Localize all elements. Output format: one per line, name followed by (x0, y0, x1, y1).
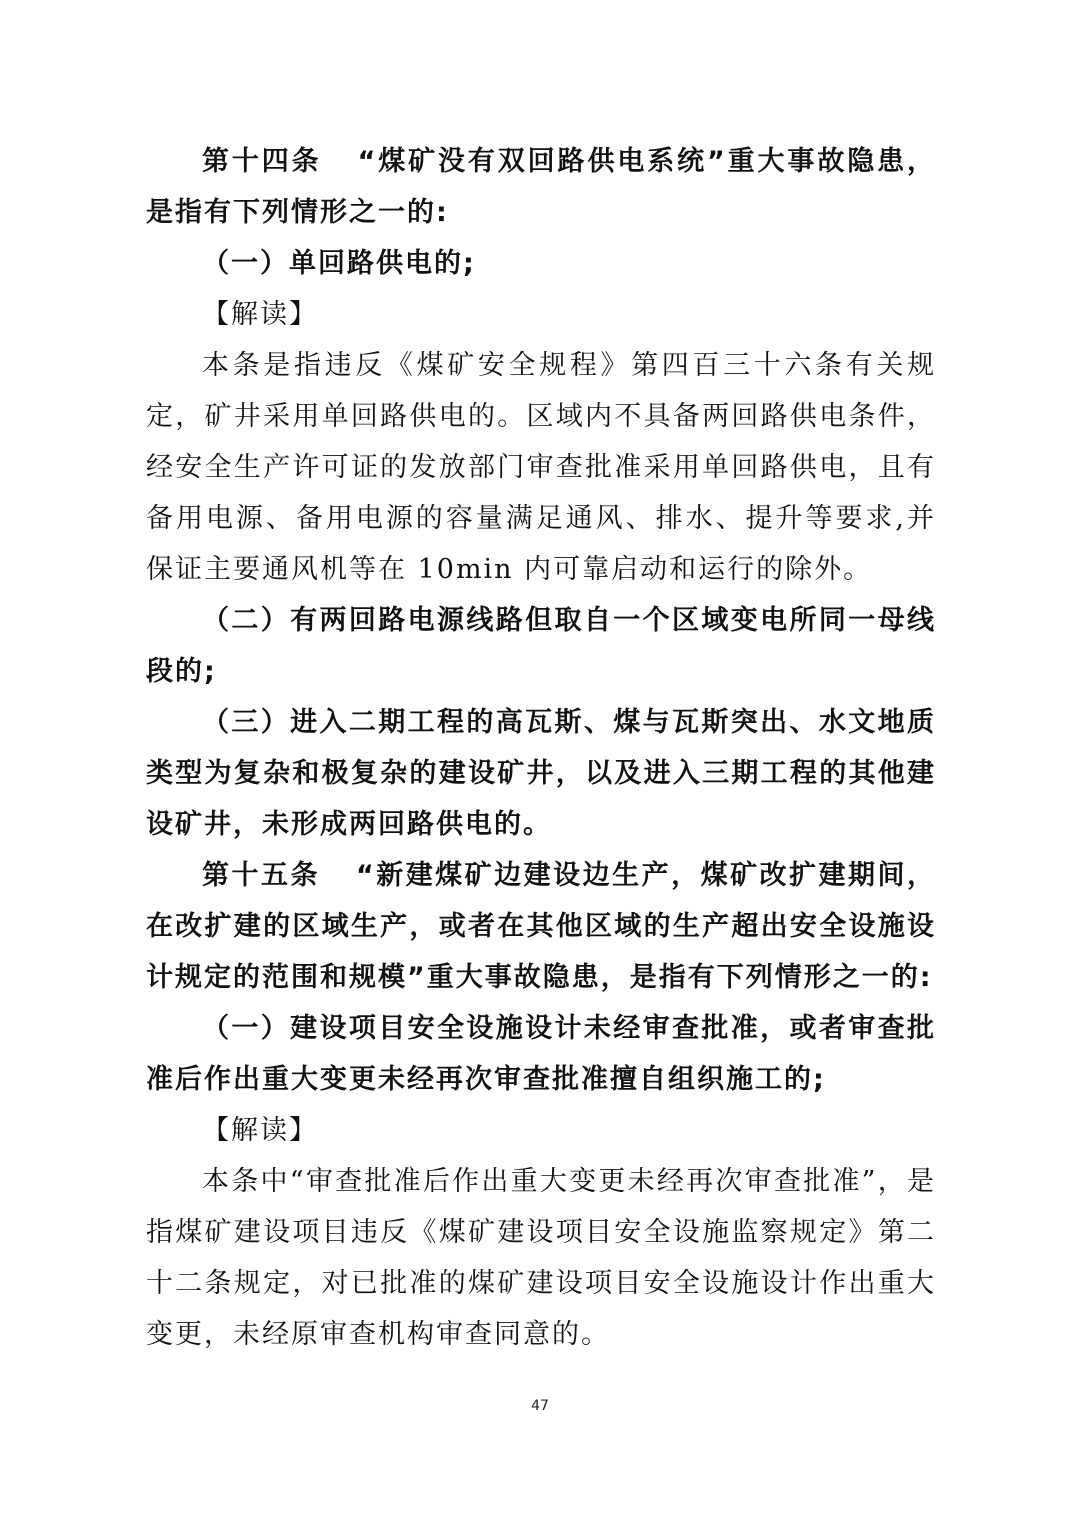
article-14-item-1: （一）单回路供电的; (202, 248, 476, 279)
article-14-title-text: “煤矿没有双回路供电系统”重大事故隐患，是指有下列情形之一的: (146, 146, 937, 228)
article-14-item-3: （三）进入二期工程的高瓦斯、煤与瓦斯突出、水文地质类型为复杂和极复杂的建设矿井，以及进入三期工程的其他建设矿井，未形成两回路供电的。 (146, 707, 936, 840)
article-14-interpretation-body: 本条是指违反《煤矿安全规程》第四百三十六条有关规定，矿井采用单回路供电的。区域内不具备两回路供电条件，经安全生产许可证的发放部门审查批准采用单回路供电，且有备用电源、备用电源的容量满足通风、排水、提升等要求,并保证主要通风机等在 10min 内可靠启动和运行的除外。 (146, 350, 936, 585)
article-15-interpretation-title: 【解读】 (202, 1115, 318, 1146)
page-number: 47 (531, 1398, 549, 1414)
article-15-item-1: （一）建设项目安全设施设计未经审查批准，或者审查批准后作出重大变更未经再次审查批准擅自组织施工的; (146, 1013, 936, 1095)
document-body (146, 136, 936, 1360)
article-15-interpretation-body: 本条中“审查批准后作出重大变更未经再次审查批准”，是指煤矿建设项目违反《煤矿建设项目安全设施监察规定》第二十二条规定，对已批准的煤矿建设项目安全设施设计作出重大变更，未经原审查机构审查同意的。 (146, 1166, 936, 1350)
article-14-interpretation-title: 【解读】 (202, 299, 318, 330)
article-14-heading (146, 136, 936, 238)
article-14-item-2: （二）有两回路电源线路但取自一个区域变电所同一母线段的; (146, 605, 936, 687)
article-15-heading (146, 850, 936, 1003)
article-15-label: 第十五条 (202, 860, 320, 891)
article-14-label: 第十四条 (202, 146, 322, 177)
article-15-title-text: “新建煤矿边建设边生产，煤矿改扩建期间，在改扩建的区域生产，或者在其他区域的生产超出安全设施设计规定的范围和规模”重大事故隐患，是指有下列情形之一的: (146, 860, 937, 993)
